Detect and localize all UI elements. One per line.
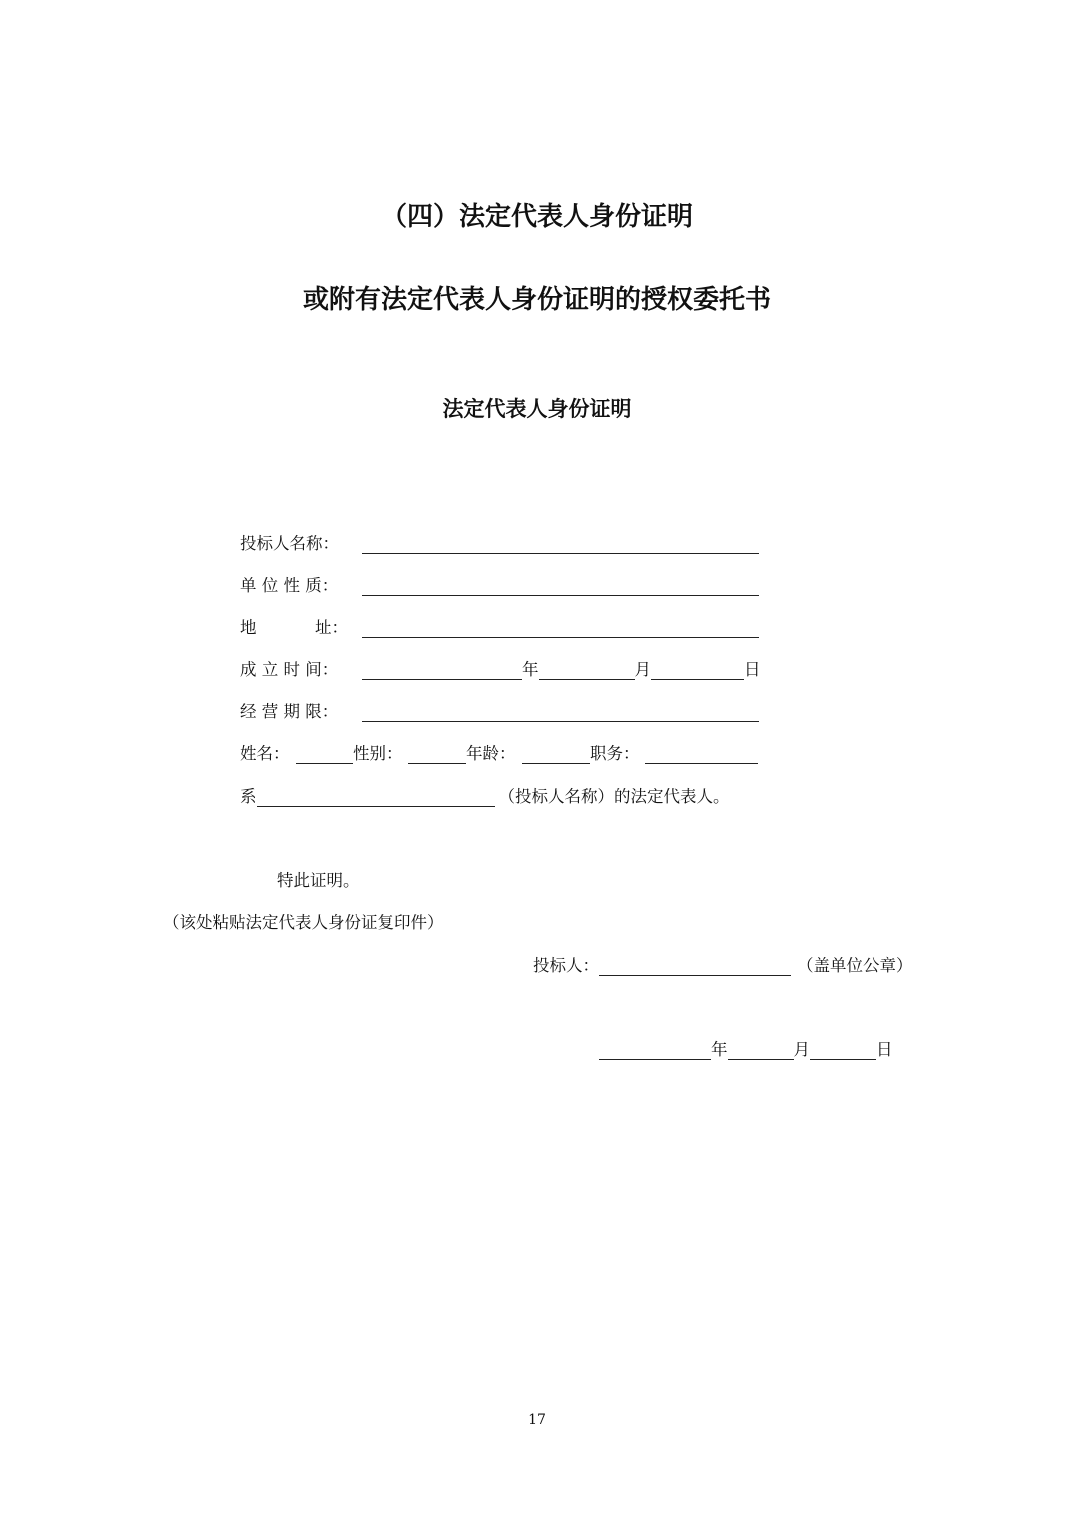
id-copy-note: [163, 909, 444, 933]
form-row-person: [240, 740, 758, 764]
id-copy-note-text: （该处粘贴法定代表人身份证复印件）: [163, 913, 444, 932]
month-label: 月: [634, 660, 651, 679]
relation-prefix: 系: [240, 787, 257, 806]
unit-nature-label: 单 位 性 质：: [240, 576, 339, 595]
age-label: 年龄：: [466, 744, 516, 763]
address-label-part1: 地: [240, 618, 257, 637]
established-label: 成 立 时 间：: [240, 660, 339, 679]
form-row-bidder-name: [240, 530, 759, 554]
signature-bidder-label: 投标人：: [533, 956, 599, 975]
age-field[interactable]: [522, 745, 590, 764]
name-field[interactable]: [296, 745, 353, 764]
position-label: 职务：: [590, 744, 640, 763]
bidder-name-label: 投标人名称：: [240, 534, 339, 553]
sign-day-field[interactable]: [810, 1041, 876, 1060]
form-row-unit-nature: [240, 572, 759, 596]
form-row-established: [240, 656, 761, 680]
bidder-name-field[interactable]: [362, 535, 759, 554]
gender-field[interactable]: [408, 745, 466, 764]
sign-day-label: 日: [876, 1040, 893, 1059]
sign-year-label: 年: [711, 1040, 728, 1059]
certify-label: 特此证明。: [277, 871, 360, 890]
sign-month-label: 月: [793, 1040, 810, 1059]
document-title-line1: （四）法定代表人身份证明: [380, 202, 693, 232]
established-month-field[interactable]: [539, 661, 635, 680]
sign-year-field[interactable]: [599, 1041, 711, 1060]
form-row-relation: [240, 783, 730, 807]
unit-nature-field[interactable]: [362, 577, 759, 596]
certify-text: [277, 867, 360, 891]
relation-suffix: （投标人名称）的法定代表人。: [498, 787, 730, 806]
day-label: 日: [744, 660, 761, 679]
sign-month-field[interactable]: [728, 1041, 794, 1060]
form-row-address: [240, 614, 759, 638]
signature-bidder-field[interactable]: [599, 957, 791, 976]
relation-bidder-field[interactable]: [257, 788, 495, 807]
established-year-field[interactable]: [362, 661, 522, 680]
year-label: 年: [522, 660, 539, 679]
seal-note: （盖单位公章）: [797, 956, 913, 975]
term-field[interactable]: [362, 703, 759, 722]
established-day-field[interactable]: [651, 661, 744, 680]
term-label: 经 营 期 限：: [240, 702, 339, 721]
document-title-line2: 或附有法定代表人身份证明的授权委托书: [302, 285, 771, 315]
position-field[interactable]: [645, 745, 758, 764]
name-label: 姓名：: [240, 744, 290, 763]
signature-date-row: [599, 1036, 893, 1060]
page-number: 17: [528, 1412, 546, 1428]
gender-label: 性别：: [353, 744, 403, 763]
signature-row: [533, 952, 913, 976]
form-row-term: [240, 698, 759, 722]
address-field[interactable]: [362, 619, 759, 638]
address-label-part2: 址：: [315, 618, 348, 637]
section-subtitle: 法定代表人身份证明: [442, 396, 632, 421]
